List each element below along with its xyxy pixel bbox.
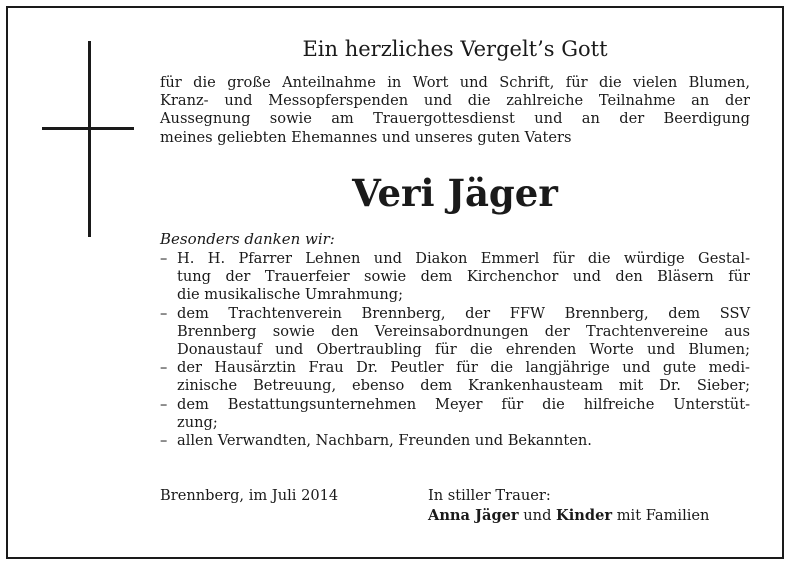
cross-symbol-vertical	[88, 41, 91, 237]
signature-suffix: mit Familien	[616, 507, 710, 524]
thanks-item	[160, 359, 750, 395]
intro-text	[160, 74, 750, 147]
dash-bullet: –	[160, 359, 168, 377]
dash-bullet: –	[160, 304, 168, 322]
thanks-list	[160, 250, 750, 450]
thanks-item	[160, 432, 750, 450]
intro-line: Kranz- und Messopferspenden und die zahlreiche Teilnahme an der	[160, 92, 750, 110]
dash-bullet: –	[160, 395, 168, 413]
thanks-line: die musikalische Umrahmung;	[177, 286, 404, 304]
heading: Ein herzliches Vergelt’s Gott	[302, 37, 608, 61]
signature-name-widow: Anna Jäger	[428, 507, 519, 524]
thanks-line: der Hausärztin Frau Dr. Peutler für die langjährige und gute medi-	[177, 359, 750, 377]
thanks-line: allen Verwandten, Nachbarn, Freunden und Bekannten.	[177, 432, 592, 450]
thanks-item	[160, 396, 750, 432]
thanks-line: Brennberg sowie den Vereinsabordnungen der Trachtenvereine aus	[177, 322, 750, 340]
cross-symbol-horizontal	[42, 127, 134, 130]
signature-name-children: Kinder	[556, 507, 613, 524]
intro-line: meines geliebten Ehemannes und unseres guten Vaters	[160, 128, 572, 146]
intro-line: für die große Anteilnahme in Wort und Schrift, für die vielen Blumen,	[160, 74, 750, 91]
dash-bullet: –	[160, 432, 168, 450]
signature-names	[428, 506, 709, 526]
signature-block	[428, 486, 709, 526]
thanks-line: dem Trachtenverein Brennberg, der FFW Brennberg, dem SSV	[177, 304, 750, 322]
place-date: Brennberg, im Juli 2014	[160, 487, 339, 504]
thanks-line: zinische Betreuung, ebenso dem Krankenhausteam mit Dr. Sieber;	[177, 377, 750, 395]
signature-connector: und	[523, 507, 552, 524]
dash-bullet: –	[160, 250, 168, 267]
thanks-title: Besonders danken wir:	[160, 230, 335, 248]
thanks-line: dem Bestattungsunternehmen Meyer für die hilfreiche Unterstüt-	[177, 395, 750, 413]
thanks-item	[160, 305, 750, 360]
intro-line: Aussegnung sowie am Trauergottesdienst und an der Beerdigung	[160, 110, 750, 128]
deceased-name: Veri Jäger	[352, 171, 558, 215]
thanks-line: H. H. Pfarrer Lehnen und Diakon Emmerl für die würdige Gestal-	[177, 250, 750, 267]
thanks-line: zung;	[177, 413, 218, 431]
thanks-line: tung der Trauerfeier sowie dem Kirchenchor und den Bläsern für	[177, 268, 750, 286]
thanks-item	[160, 250, 750, 305]
thanks-line: Donaustauf und Obertraubling für die ehrenden Worte und Blumen;	[177, 341, 750, 359]
signature-label: In stiller Trauer:	[428, 487, 551, 504]
